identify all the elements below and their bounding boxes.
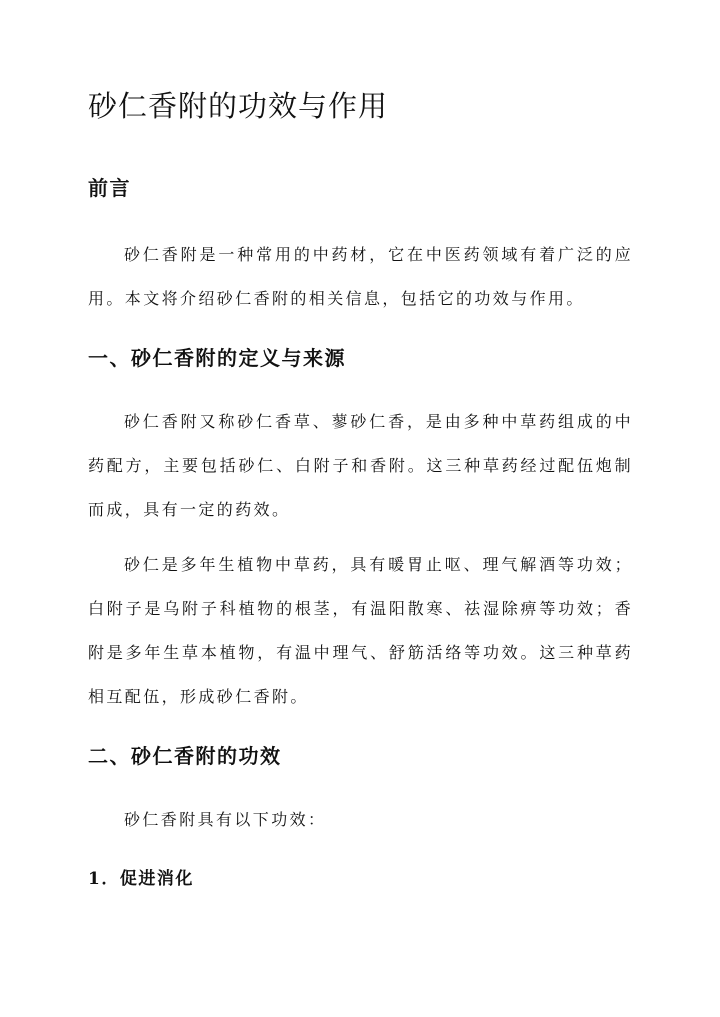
section-heading-definition: 一、砂仁香附的定义与来源 (88, 346, 346, 370)
paragraph-efficacy-intro: 砂仁香附具有以下功效： (124, 810, 327, 829)
section-heading-efficacy: 二、砂仁香附的功效 (88, 744, 282, 768)
paragraph-preface: 砂仁香附是一种常用的中药材，它在中医药领域有着广泛的应用。本文将介绍砂仁香附的相关信息，包括它的功效与作用。 (88, 245, 633, 308)
paragraph-definition-2: 砂仁是多年生植物中草药，具有暖胃止呕、理气解酒等功效；白附子是乌附子科植物的根茎，有温阳散寒、祛湿除痹等功效；香附是多年生草本植物，有温中理气、舒筋活络等功效。这三种草药相互配伍，形成砂仁香附。 (88, 555, 633, 706)
subheading-digestion: 1．促进消化 (88, 869, 194, 889)
section-heading-preface: 前言 (88, 176, 131, 200)
document-title: 砂仁香附的功效与作用 (88, 89, 389, 123)
paragraph-definition-1: 砂仁香附又称砂仁香草、蓼砂仁香，是由多种中草药组成的中药配方，主要包括砂仁、白附子和香附。这三种草药经过配伍炮制而成，具有一定的药效。 (88, 412, 633, 519)
